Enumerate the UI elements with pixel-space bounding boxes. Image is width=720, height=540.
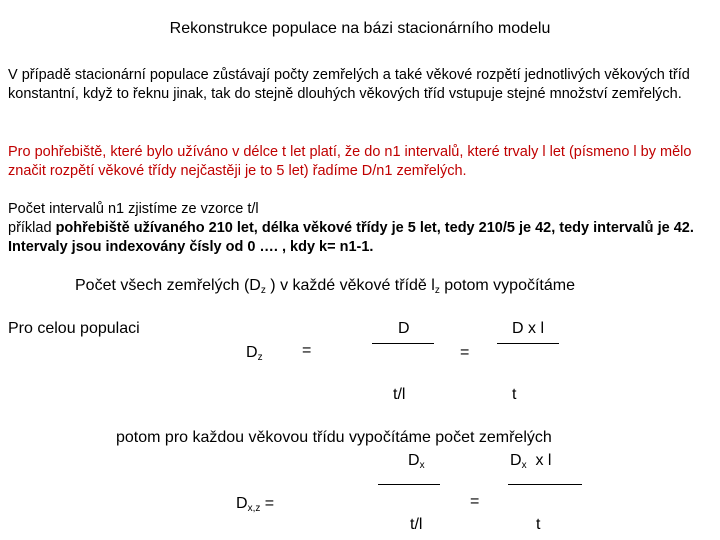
formula1-num1: D [398,320,410,337]
formula2-fraction-bar-2 [508,484,582,485]
formula1-fraction-bar-2 [497,343,559,344]
section-heading [75,277,575,296]
heading-part2: ) v každé věkové třídě l [265,277,435,294]
formula1-num2: D x l [512,320,544,337]
formula1-den1: t/l [393,386,406,403]
example-bold-text: pohřebiště užívaného 210 let, délka věkové třídy je 5 let, tedy 210/5 je 42, tedy intervalů je 42. Intervaly jsou indexovány čísly od 0 …. , kdy k= n1-1. [8,220,694,255]
paragraph-stationary-population: V případě stacionární populace zůstávají počty zemřelých a také věkové rozpětí jednotlivých věkových tříd konstantní, když to řeknu jinak, tak do stejně dlouhých věkových tříd vstupuje stejné množství zemřelých. [8,67,690,102]
formula2-lhs: $D_{x,z}$ = [236,495,275,514]
formula2-num1: $D_x$ [408,452,425,471]
heading-sub2: z [434,285,440,296]
formula2-den1: t/l [410,516,423,533]
formula1-eq1: = [302,342,312,359]
formula2-num2: $D_x$ x l [510,452,552,471]
formula1-fraction-bar-1 [372,343,434,344]
formula1-lhs: $D_z$ [246,344,263,363]
paragraph-interval-example [8,200,708,257]
heading-part3: potom vypočítáme [439,277,575,294]
formula1-den2: t [512,386,517,403]
subheading: potom pro každou věkovou třídu vypočítáme počet zemřelých [116,429,552,446]
heading-part1: Počet všech zemřelých (D [75,277,261,294]
page-title: Rekonstrukce populace na bázi stacionárního modelu [169,20,551,37]
formula2-eq2: = [470,493,480,510]
formula2-den2: t [536,516,541,533]
interval-formula-line: Počet intervalů n1 zjistíme ze vzorce t/l [8,201,259,217]
formula2-fraction-bar-1 [378,484,440,485]
formula1-label: Pro celou populaci [8,320,140,337]
heading-sub1: z [260,285,266,296]
example-prefix: příklad [8,220,56,236]
paragraph-cemetery-intervals: Pro pohřebiště, které bylo užíváno v délce t let platí, že do n1 intervalů, které trvaly l let (písmeno l by mělo značit rozpětí věkové třídy nejčastěji je to 5 let) řadíme D/n1 zemřelých. [8,144,692,179]
formula1-eq2: = [460,344,470,361]
